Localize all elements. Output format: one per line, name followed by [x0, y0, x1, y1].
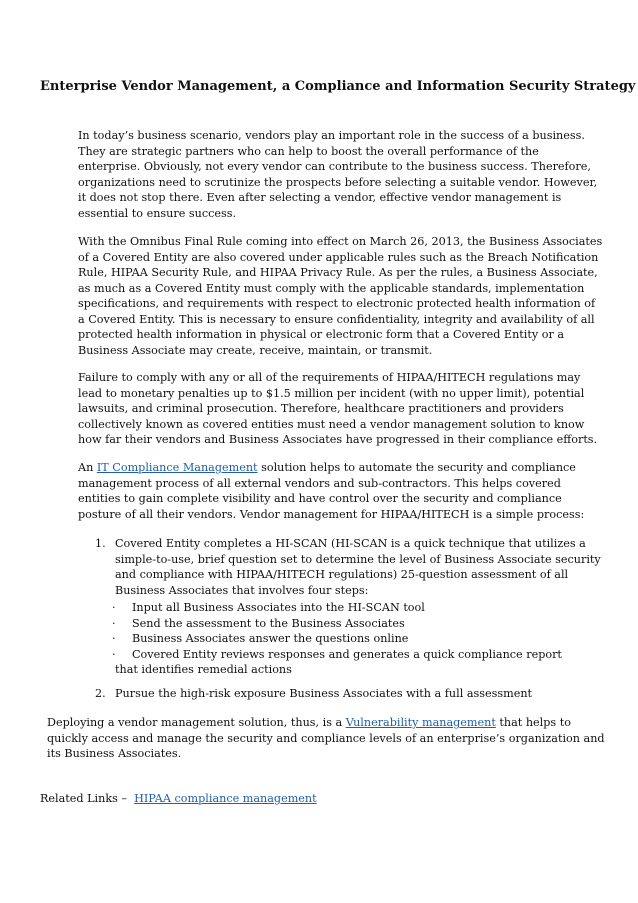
paragraph-omnibus-rule: With the Omnibus Final Rule coming into effect on March 26, 2013, the Business Associates of a Covered Entity are also covered under applicable rules such as the Breach Notification Rule, HIPAA Security Rule, and HIPAA Privacy Rule. As per the rules, a Business Associate, as much as a Covered Entity must comply with the applicable standards, implementation specifications, and requirements with respect to electronic protected health information of a Covered Entity. This is necessary to ensure confidentiality, integrity and availability of all protected health information in physical or electronic form that a Covered Entity or a Business Associate may create, receive, maintain, or transmit. [78, 235, 603, 357]
text-segment: Deploying a vendor management solution, thus, is a [47, 716, 346, 729]
bullet: · [112, 632, 116, 645]
list-item [95, 600, 605, 616]
text-segment: that helps to quickly access and manage the security and compliance levels of an enterprise’s organization and its Business Associates. [47, 716, 605, 760]
bullet: · [112, 647, 116, 661]
paragraph-penalties: Failure to comply with any or all of the requirements of HIPAA/HITECH regulations may lead to monetary penalties up to $1.5 million per incident (with no upper limit), potential lawsuits, and criminal prosecution. Therefore, healthcare practitioners and providers collectively known as covered entities must need a vendor management solution to know how far their vendors and Business Associates have progressed in their compliance efforts. [78, 371, 598, 446]
list-item-text-continued: that identifies remedial actions [115, 663, 292, 676]
list-item [95, 631, 605, 647]
paragraph-closing [47, 715, 607, 762]
it-compliance-management-link[interactable]: IT Compliance Management [96, 461, 258, 474]
list-item-text: Covered Entity completes a HI-SCAN (HI-SCAN is a quick technique that utilizes a simple-to-use, brief question set to determine the level of Business Associate security and compliance with HIPAA/HITECH regulations) 25-question assessment of all Business Associates that involves four steps: [115, 537, 601, 597]
process-steps-list [95, 536, 605, 700]
related-links-label: Related Links – [40, 792, 135, 805]
list-item-text: Send the assessment to the Business Associates [132, 616, 405, 630]
vulnerability-management-link[interactable]: Vulnerability management [345, 716, 496, 729]
list-item [95, 647, 605, 678]
list-item-text: Pursue the high-risk exposure Business Associates with a full assessment [115, 687, 533, 700]
list-item [95, 686, 605, 702]
document-title: Enterprise Vendor Management, a Compliance and Information Security Strategy [40, 79, 636, 94]
list-number: 2. [95, 687, 106, 700]
text-segment: solution helps to automate the security and compliance management process of all external vendors and sub-contractors. This helps covered entities to gain complete visibility and have control over the security and compliance posture of all their vendors. Vendor management for HIPAA/HITECH is a simple process: [78, 461, 585, 521]
hipaa-compliance-management-link[interactable]: HIPAA compliance management [134, 792, 317, 805]
list-item-text: Business Associates answer the questions online [132, 632, 409, 645]
related-links [40, 791, 600, 807]
bullet: · [112, 601, 116, 614]
bullet: · [112, 616, 116, 630]
list-number: 1. [95, 537, 106, 550]
list-item-text: Input all Business Associates into the HI-SCAN tool [132, 601, 425, 614]
substeps-list [95, 600, 605, 678]
list-item [95, 536, 605, 678]
paragraph-intro: In today’s business scenario, vendors play an important role in the success of a business. They are strategic partners who can help to boost the overall performance of the enterprise. Obviously, not every vendor can contribute to the business success. Therefore, organizations need to scrutinize the prospects before selecting a suitable vendor. However, it does not stop there. Even after selecting a vendor, effective vendor management is essential to ensure success. [78, 129, 598, 220]
text-segment: An [78, 461, 97, 474]
paragraph-it-compliance [78, 460, 603, 522]
list-item [95, 616, 605, 632]
list-item-text: Covered Entity reviews responses and generates a quick compliance report [132, 647, 562, 661]
